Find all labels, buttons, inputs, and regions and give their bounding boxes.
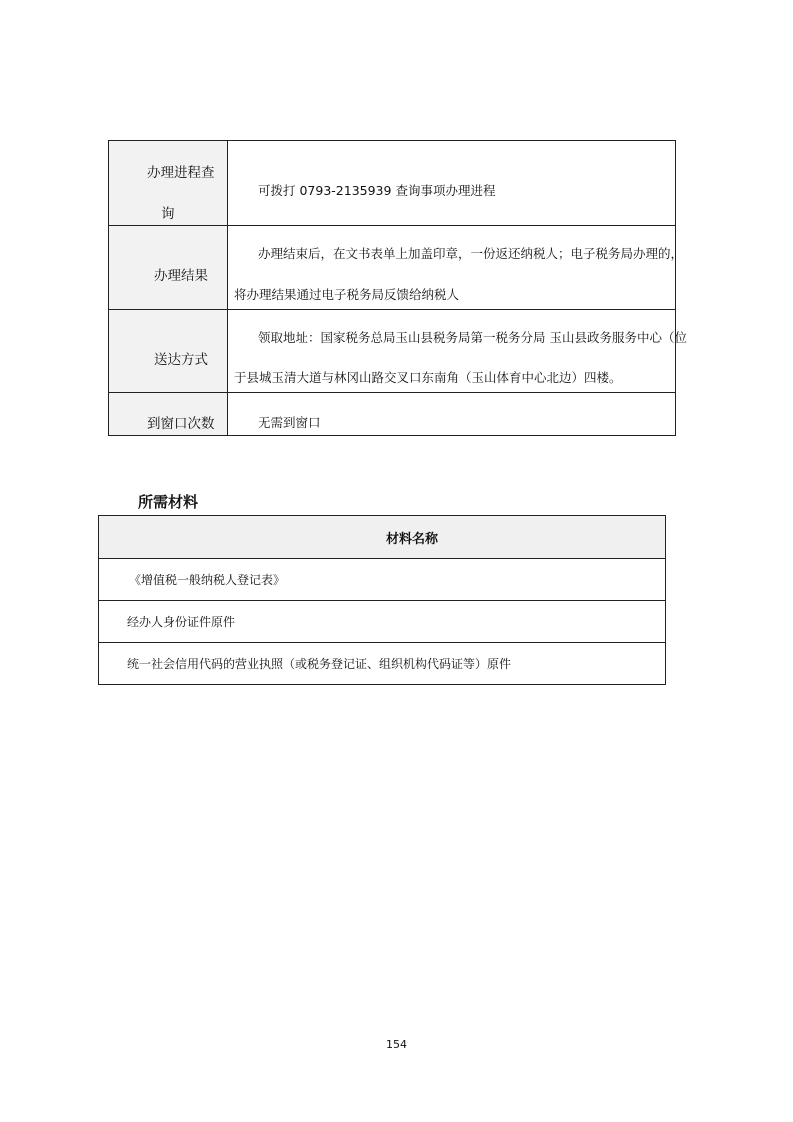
label-line-1: 送达方式: [154, 352, 208, 368]
table-row: [99, 559, 666, 601]
page-number: 154: [386, 1038, 407, 1051]
materials-header: 材料名称: [99, 516, 666, 559]
materials-header-row: [99, 516, 666, 559]
table-row: [99, 643, 666, 685]
info-table: [108, 140, 687, 436]
row-progress-query: [109, 141, 676, 226]
row-delivery: [109, 310, 676, 393]
result-line-2: 将办理结果通过电子税务局反馈给纳税人: [234, 287, 460, 302]
result-line-1: 办理结束后，在文书表单上加盖印章，一份返还纳税人；电子税务局办理的，: [258, 246, 684, 261]
material-item: 《增值税一般纳税人登记表》: [99, 559, 666, 601]
row-result: [109, 226, 676, 310]
row-label: [109, 226, 228, 310]
row-label: [109, 141, 228, 226]
table-row: [99, 601, 666, 643]
progress-query-text: 可拨打 0793-2135939 查询事项办理进程: [258, 183, 496, 198]
window-visits-text: 无需到窗口: [258, 415, 321, 430]
row-content: [228, 310, 687, 393]
row-content: [228, 226, 684, 310]
row-content: [228, 393, 676, 436]
row-window-visits: [109, 393, 676, 436]
label-line-1: 办理进程查: [147, 165, 215, 181]
material-item: 经办人身份证件原件: [99, 601, 666, 643]
delivery-line-2: 于县城玉清大道与林冈山路交叉口东南角（玉山体育中心北边）四楼。: [234, 370, 622, 385]
row-label: [109, 310, 228, 393]
label-line-1: 办理结果: [154, 268, 208, 284]
label-line-1: 到窗口次数: [147, 416, 215, 432]
section-title: 所需材料: [138, 493, 199, 511]
materials-table: [98, 515, 666, 685]
row-content: [228, 141, 676, 226]
label-line-2: 询: [161, 206, 175, 222]
row-label: [109, 393, 228, 436]
material-item: 统一社会信用代码的营业执照（或税务登记证、组织机构代码证等）原件: [99, 643, 666, 685]
delivery-line-1: 领取地址：国家税务总局玉山县税务局第一税务分局 玉山县政务服务中心（位: [258, 330, 687, 345]
